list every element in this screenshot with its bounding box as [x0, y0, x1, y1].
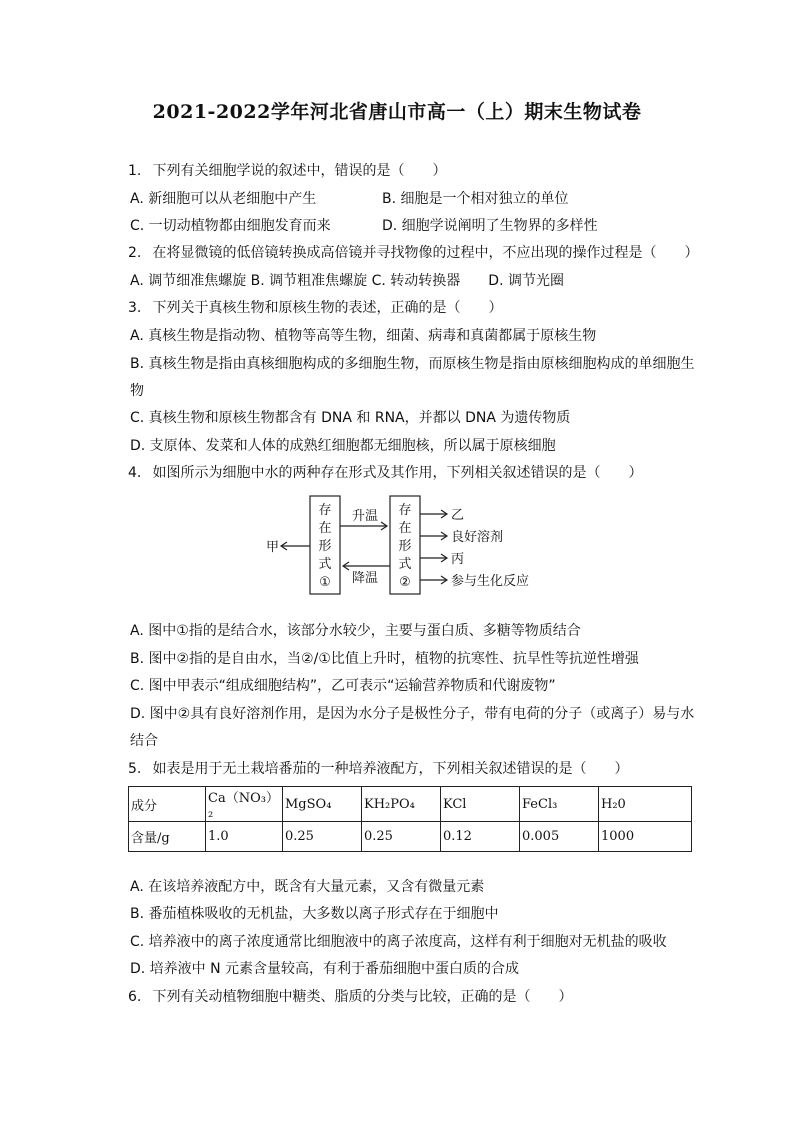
box2-char: ②: [399, 575, 411, 590]
table-cell: FeCl₃: [520, 787, 599, 822]
table-header-row: [129, 787, 692, 822]
question-6: [128, 987, 572, 1007]
table-cell: 1000: [599, 822, 692, 852]
option-d: D. 细胞学说阐明了生物界的多样性: [382, 218, 598, 234]
box1-char: 式: [318, 557, 332, 572]
option-b-continued: 物: [130, 383, 144, 399]
option-b: B. 番茄植株吸收的无机盐，大多数以离子形式存在于细胞中: [130, 906, 499, 922]
water-forms-diagram: [260, 492, 540, 602]
label-bing: 丙: [451, 552, 465, 567]
table-cell: 0.25: [283, 822, 362, 852]
table-cell: 成分: [129, 787, 206, 822]
label-yi: 乙: [451, 508, 465, 523]
label-jia: 甲: [266, 540, 280, 555]
option-c: C. 图中甲表示“组成细胞结构”，乙可表示“运输营养物质和代谢废物”: [130, 678, 556, 694]
box2-char: 在: [398, 521, 412, 536]
option-b: B. 图中②指的是自由水，当②/①比值上升时，植物的抗寒性、抗旱性等抗逆性增强: [130, 651, 639, 667]
table-cell: KH₂PO₄: [362, 787, 441, 822]
table-cell: 0.005: [520, 822, 599, 852]
option-a: A. 新细胞可以从老细胞中产生: [130, 191, 317, 207]
question-1: [128, 161, 446, 181]
nutrient-table: [128, 786, 692, 852]
table-row: [129, 822, 692, 852]
question-number: 3.: [128, 300, 142, 316]
option-b: B. 真核生物是指由真核细胞构成的多细胞生物，而原核生物是指由原核细胞构成的单细胞生: [130, 356, 695, 372]
box2-char: 存: [398, 503, 412, 518]
question-stem: 如图所示为细胞中水的两种存在形式及其作用，下列相关叙述错误的是（ ）: [152, 465, 643, 481]
option-d-continued: 结合: [130, 733, 158, 749]
table-cell: KCl: [441, 787, 520, 822]
question-stem: 下列有关细胞学说的叙述中，错误的是（ ）: [152, 163, 447, 179]
cooling-label: 降温: [351, 571, 379, 586]
question-5: [128, 759, 628, 779]
box2-char: 式: [398, 557, 412, 572]
options-line: A. 调节细准焦螺旋 B. 调节粗准焦螺旋 C. 转动转换器 D. 调节光圈: [130, 273, 564, 289]
table-cell: 1.0: [206, 822, 283, 852]
heating-label: 升温: [351, 509, 379, 524]
box1-char: ①: [319, 575, 331, 590]
option-c: C. 真核生物和原核生物都含有 DNA 和 RNA，并都以 DNA 为遗传物质: [130, 410, 571, 426]
label-good-solvent: 良好溶剂: [451, 530, 504, 545]
table-cell: MgSO₄: [283, 787, 362, 822]
option-c: C. 培养液中的离子浓度通常比细胞液中的离子浓度高，这样有利于细胞对无机盐的吸收: [130, 934, 667, 950]
question-stem: 下列有关动植物细胞中糖类、脂质的分类与比较，正确的是（ ）: [152, 989, 573, 1005]
question-3: [128, 298, 502, 318]
page-title: 2021-2022学年河北省唐山市高一（上）期末生物试卷: [152, 101, 642, 123]
option-a: A. 图中①指的是结合水，该部分水较少，主要与蛋白质、多糖等物质结合: [130, 623, 581, 639]
question-stem: 在将显微镜的低倍镜转换成高倍镜并寻找物像的过程中，不应出现的操作过程是（ ）: [152, 245, 699, 261]
question-number: 2.: [128, 245, 142, 261]
question-4: [128, 463, 642, 483]
table-cell: 0.25: [362, 822, 441, 852]
box2-char: 形: [398, 539, 412, 554]
table-cell: 含量/g: [129, 822, 206, 852]
question-number: 4.: [128, 465, 142, 481]
option-a: A. 在该培养液配方中，既含有大量元素，又含有微量元素: [130, 879, 485, 895]
table-cell: Ca（NO₃）₂: [206, 787, 283, 822]
question-stem: 下列关于真核生物和原核生物的表述，正确的是（ ）: [152, 300, 503, 316]
label-biochem-reaction: 参与生化反应: [451, 574, 530, 589]
table-cell: 0.12: [441, 822, 520, 852]
option-d: D. 图中②具有良好溶剂作用，是因为水分子是极性分子，带有电荷的分子（或离子）易与水: [130, 706, 695, 722]
table-cell: H₂0: [599, 787, 692, 822]
option-d: D. 培养液中 N 元素含量较高，有利于番茄细胞中蛋白质的合成: [130, 961, 520, 977]
box1-char: 存: [318, 503, 332, 518]
question-2: [128, 243, 698, 263]
option-a: A. 真核生物是指动物、植物等高等生物，细菌、病毒和真菌都属于原核生物: [130, 328, 597, 344]
option-c: C. 一切动植物都由细胞发育而来: [130, 218, 331, 234]
question-number: 1.: [128, 163, 142, 179]
option-b: B. 细胞是一个相对独立的单位: [382, 191, 569, 207]
question-stem: 如表是用于无土栽培番茄的一种培养液配方，下列相关叙述错误的是（ ）: [152, 761, 629, 777]
question-number: 6.: [128, 989, 142, 1005]
question-number: 5.: [128, 761, 142, 777]
box1-char: 形: [318, 539, 332, 554]
box1-char: 在: [318, 521, 332, 536]
option-d: D. 支原体、发菜和人体的成熟红细胞都无细胞核，所以属于原核细胞: [130, 438, 556, 454]
